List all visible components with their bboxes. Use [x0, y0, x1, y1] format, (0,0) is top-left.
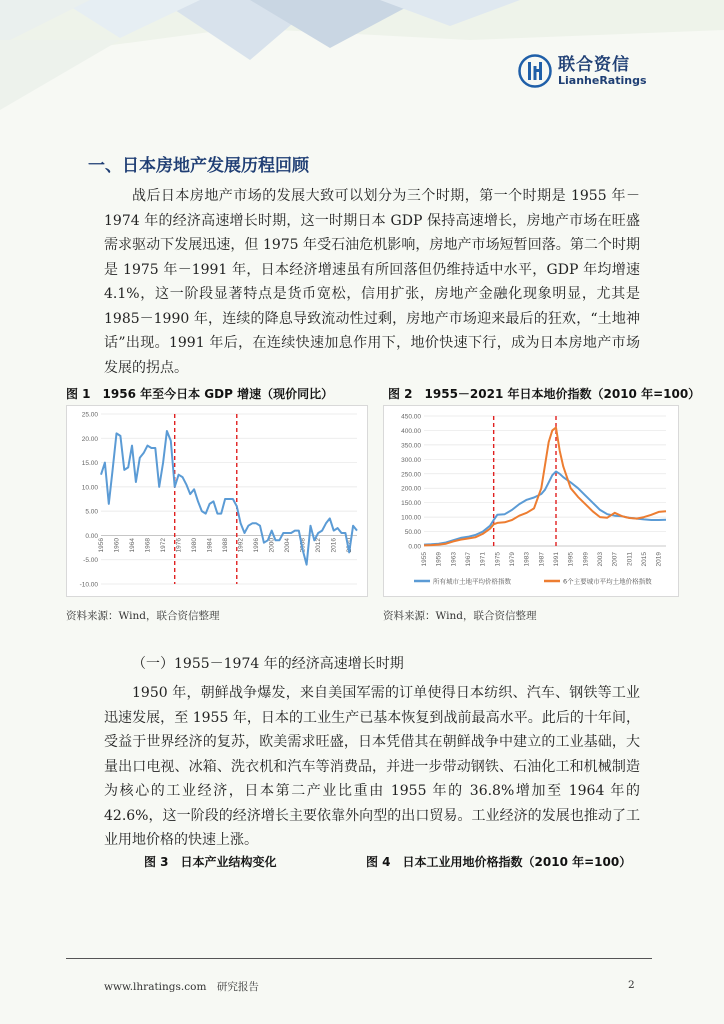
y-tick-label: 5.00 [85, 508, 98, 516]
chart-gdp-growth [66, 405, 368, 597]
y-tick-label: 50.00 [404, 529, 421, 537]
x-tick-label: 1987 [538, 552, 546, 567]
x-tick-label: 2012 [315, 538, 323, 553]
x-tick-label: 2003 [597, 552, 604, 567]
figure1-caption: 图 1 1956 年至今日本 GDP 增速（现价同比） [66, 387, 334, 401]
x-tick-label: 1980 [191, 538, 199, 553]
x-tick-label: 1988 [222, 538, 230, 553]
x-tick-label: 1967 [465, 552, 472, 567]
x-tick-label: 2008 [299, 538, 307, 553]
x-tick-label: 1995 [567, 552, 575, 567]
x-tick-label: 1991 [553, 552, 560, 567]
x-tick-label: 2011 [626, 552, 634, 566]
y-tick-label: 450.00 [401, 413, 421, 421]
section-title: 一、日本房地产发展历程回顾 [88, 156, 309, 176]
x-tick-label: 2007 [611, 552, 619, 567]
x-tick-label: 1975 [494, 552, 502, 567]
y-tick-label: 100.00 [401, 514, 421, 522]
x-tick-label: 2015 [641, 552, 648, 567]
chart-gdp-growth-svg [67, 406, 367, 596]
x-tick-label: 1968 [144, 538, 152, 553]
x-tick-label: 2004 [284, 538, 292, 553]
x-tick-label: 2000 [268, 538, 276, 553]
y-tick-label: 0.00 [85, 532, 98, 540]
x-tick-label: 1999 [582, 552, 590, 567]
legend-label: 所有城市土地平均价格指数 [433, 577, 511, 586]
x-tick-label: 1972 [160, 538, 168, 553]
legend-label: 6个主要城市平均土地价格指数 [563, 577, 652, 586]
chart-land-price-index-svg [384, 406, 678, 596]
logo-name-cn: 联合资信 [558, 54, 630, 75]
y-tick-label: 250.00 [401, 471, 421, 479]
y-tick-label: 25.00 [81, 411, 98, 419]
x-tick-label: 1955 [421, 552, 428, 567]
paragraph-intro: 战后日本房地产市场的发展大致可以划分为三个时期，第一个时期是 1955 年－1974 年的经济高速增长时期，这一时期日本 GDP 保持高速增长，房地产市场在旺盛需求驱动下发展迅速，但 1975 年受石油危机影响，房地产市场短暂回落。第二个时期是 1975 年－1991 年，日本经济增速虽有所回落但仍维持适中水平，GDP 年均增速 4.1%，这一阶段显著特点是货币宽松，信用扩张，房地产金融化现象明显，尤其是 1985－1990 年，连续的降息导致流动性过剩，房地产市场迎来最后的狂欢，“土地神话”出现。1991 年后，在连续快速加息作用下，地价快速下行，成为日本房地产市场发展的拐点。 [104, 188, 640, 376]
x-tick-label: 1983 [523, 552, 531, 567]
logo-name-en: LianheRatings [558, 73, 647, 87]
page-number: 2 [628, 979, 635, 991]
x-tick-label: 2019 [655, 552, 663, 567]
x-tick-label: 1959 [435, 552, 443, 567]
x-tick-label: 1976 [175, 538, 183, 553]
company-logo [518, 54, 647, 88]
figure2-caption: 图 2 1955－2021 年日本地价指数（2010 年=100） [388, 387, 701, 401]
figure3-caption: 图 3 日本产业结构变化 [144, 855, 277, 869]
y-tick-label: 0.00 [408, 543, 421, 551]
x-tick-label: 1960 [113, 538, 121, 553]
y-tick-label: 300.00 [401, 456, 421, 464]
footer-url: www.lhratings.com 研究报告 [104, 981, 259, 993]
x-tick-label: 1956 [98, 538, 105, 553]
figure2-source: 资料来源：Wind，联合资信整理 [383, 610, 537, 622]
y-tick-label: 400.00 [401, 427, 421, 435]
y-tick-label: 200.00 [401, 485, 421, 493]
x-tick-label: 2016 [330, 538, 338, 553]
x-tick-label: 1996 [253, 538, 261, 553]
y-tick-label: -5.00 [83, 557, 98, 565]
y-tick-label: 10.00 [81, 484, 98, 492]
y-tick-label: -10.00 [79, 581, 98, 589]
series-line [424, 472, 666, 545]
subsection-heading: （一）1955－1974 年的经济高速增长时期 [132, 656, 404, 672]
y-tick-label: 350.00 [401, 442, 421, 450]
x-tick-label: 2020 [346, 538, 354, 553]
x-tick-label: 1992 [237, 538, 245, 553]
x-tick-label: 1971 [479, 552, 487, 567]
lianhe-logo-icon [518, 54, 552, 88]
x-tick-label: 1984 [206, 538, 214, 553]
paragraph-high-growth: 1950 年，朝鲜战争爆发，来自美国军需的订单使得日本纺织、汽车、钢铁等工业迅速发展，至 1955 年，日本的工业生产已基本恢复到战前最高水平。此后的十年间，受益于世界经济的复苏，欧美需求旺盛，日本凭借其在朝鲜战争中建立的工业基础，大量出口电视、冰箱、洗衣机和汽车等消费品，并进一步带动钢铁、石油化工和机械制造为核心的工业经济，日本第二产业比重由 1955 年的 36.8%增加至 1964 年的 42.6%，这一阶段的经济增长主要依靠外向型的出口贸易。工业经济的发展也推动了工业用地价格的快速上涨。 [104, 685, 640, 848]
footer-divider [66, 958, 652, 959]
y-tick-label: 20.00 [81, 435, 98, 443]
figure1-source: 资料来源：Wind，联合资信整理 [66, 610, 220, 622]
x-tick-label: 1963 [450, 552, 458, 567]
series-line [424, 428, 666, 546]
x-tick-label: 1964 [129, 538, 137, 553]
x-tick-label: 1979 [509, 552, 516, 567]
figure4-caption: 图 4 日本工业用地价格指数（2010 年=100） [366, 855, 632, 869]
y-tick-label: 150.00 [401, 500, 421, 508]
y-tick-label: 15.00 [81, 460, 98, 468]
chart-land-price-index [383, 405, 679, 597]
